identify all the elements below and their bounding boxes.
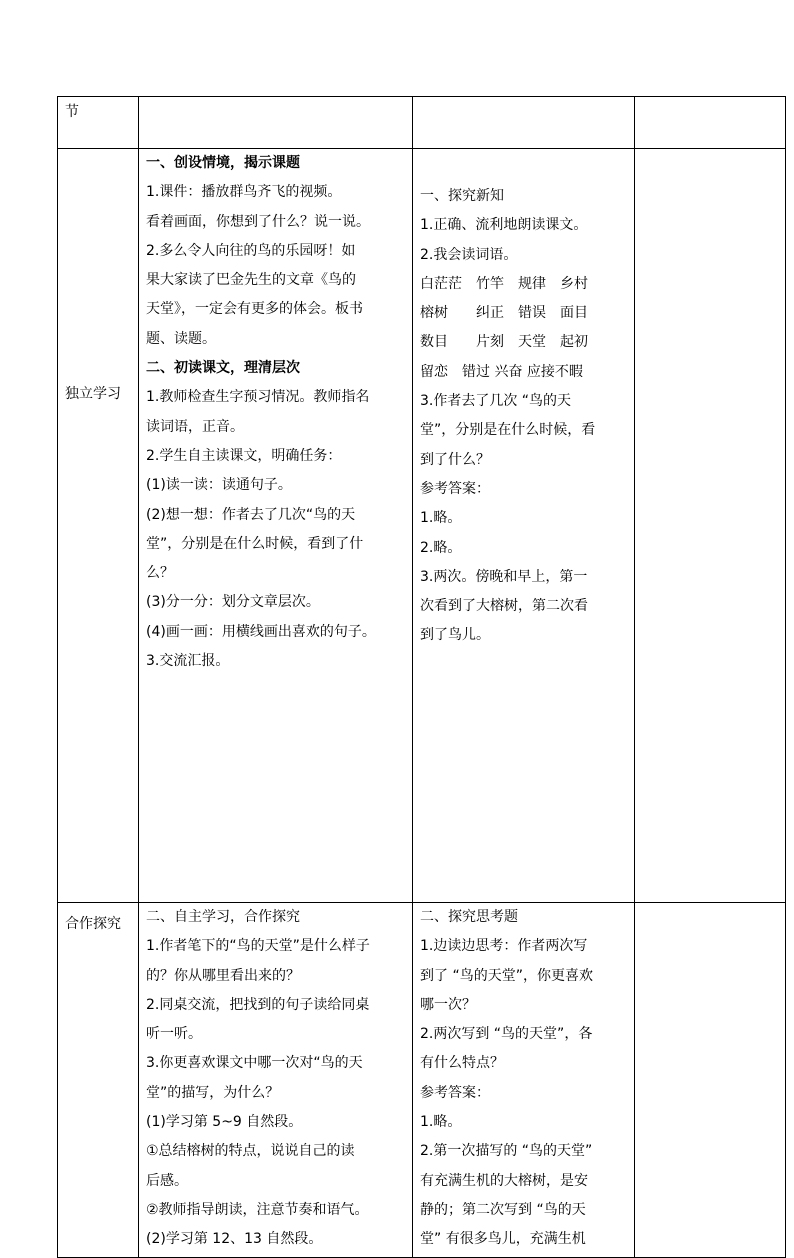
activity-line: 么？ [146, 565, 174, 582]
activity-line: 题、读题。 [146, 330, 216, 347]
exercise-line: 静的；第二次写到 “鸟的天 [420, 1201, 586, 1218]
activity-line: 堂”，分别是在什么时候，看到了什 [146, 535, 364, 552]
exercise-line: 1.略。 [420, 510, 462, 527]
section-label: 合作探究 [58, 903, 139, 1258]
exercise-line: 白茫茫 竹竿 规律 乡村 [420, 275, 588, 292]
activity-line: 后感。 [146, 1172, 188, 1189]
exercise-line: 2.第一次描写的 “鸟的天堂” [420, 1143, 593, 1160]
exercise-line: 1.略。 [420, 1114, 462, 1131]
notes-cell [635, 903, 786, 1258]
activity-line: 1.课件：播放群鸟齐飞的视频。 [146, 184, 342, 201]
section-label: 独立学习 [58, 149, 139, 903]
exercises-cell [413, 149, 635, 903]
activity-line: ②教师指导朗读，注意节奏和语气。 [146, 1201, 369, 1218]
activity-line: 的？你从哪里看出来的？ [146, 967, 300, 984]
activity-line: 果大家读了巴金先生的文章《鸟的 [146, 272, 356, 289]
activity-line: 3.你更喜欢课文中哪一次对“鸟的天 [146, 1055, 363, 1072]
exercise-line: 到了什么？ [420, 451, 490, 468]
activity-line: 1.作者笔下的“鸟的天堂”是什么样子 [146, 938, 370, 955]
exercise-line: 到了鸟儿。 [420, 627, 490, 644]
activity-heading: 二、自主学习，合作探究 [146, 909, 300, 925]
exercise-line: 3.作者去了几次 “鸟的天 [420, 393, 572, 410]
activity-heading: 一、创设情境，揭示课题 [146, 155, 300, 171]
activities-cell [139, 149, 413, 903]
activity-line: 堂”的描写，为什么？ [146, 1084, 280, 1101]
activity-line: 读词语，正音。 [146, 418, 244, 435]
exercise-line: 1.边读边思考：作者两次写 [420, 938, 588, 955]
activity-line: (2)想一想：作者去了几次“鸟的天 [146, 506, 356, 523]
exercise-line: 哪一次？ [420, 996, 476, 1013]
exercise-line: 留恋 错过 兴奋 应接不暇 [420, 363, 583, 380]
exercises-cell [413, 903, 635, 1258]
exercise-line: 参考答案： [420, 1084, 490, 1101]
activity-line: 2.同桌交流，把找到的句子读给同桌 [146, 996, 370, 1013]
activity-line: ①总结榕树的特点，说说自己的读 [146, 1143, 355, 1160]
activity-line: 3.交流汇报。 [146, 653, 230, 670]
activity-line: (3)分一分：划分文章层次。 [146, 594, 320, 611]
exercise-line: 有充满生机的大榕树，是安 [420, 1172, 588, 1189]
activity-heading: 二、初读课文，理清层次 [146, 360, 300, 377]
exercise-line: 2.略。 [420, 539, 462, 556]
notes-cell [635, 149, 786, 903]
activity-line: 2.多么令人向往的鸟的乐园呀！如 [146, 242, 356, 259]
activity-line: (1)学习第 5~9 自然段。 [146, 1114, 303, 1131]
exercise-line: 榕树 纠正 错误 面目 [420, 305, 588, 322]
activity-line: 2.学生自主读课文，明确任务： [146, 447, 342, 464]
activity-line: (1)读一读：读通句子。 [146, 477, 292, 494]
exercise-line: 2.我会读词语。 [420, 246, 518, 263]
activity-line: 1.教师检查生字预习情况。教师指名 [146, 389, 370, 406]
exercise-line: 堂”，分别是在什么时候，看 [420, 422, 596, 439]
exercise-line: 3.两次。傍晚和早上，第一 [420, 568, 588, 585]
activities-cell [139, 903, 413, 1258]
header-cell-section: 节 [58, 97, 139, 149]
exercise-line: 次看到了大榕树，第二次看 [420, 598, 588, 615]
exercise-line: 参考答案： [420, 480, 490, 497]
table-row [58, 903, 786, 1258]
table-header-row [58, 97, 786, 149]
activity-line: 听一听。 [146, 1026, 202, 1043]
exercise-line: 数目 片刻 天堂 起初 [420, 334, 588, 351]
exercise-line: 到了 “鸟的天堂”，你更喜欢 [420, 967, 593, 984]
exercise-line: 1.正确、流利地朗读课文。 [420, 217, 588, 234]
exercise-line: 堂” 有很多鸟儿，充满生机 [420, 1231, 586, 1248]
header-cell-notes [635, 97, 786, 149]
activity-line: (4)画一画：用横线画出喜欢的句子。 [146, 623, 376, 640]
header-cell-exercises [413, 97, 635, 149]
table-row [58, 149, 786, 903]
header-cell-activities [139, 97, 413, 149]
lesson-plan-table [57, 96, 786, 1258]
exercise-heading: 二、探究思考题 [420, 909, 518, 925]
exercise-line: 2.两次写到 “鸟的天堂”，各 [420, 1026, 593, 1043]
activity-line: 天堂》，一定会有更多的体会。板书 [146, 301, 363, 318]
activity-line: (2)学习第 12、13 自然段。 [146, 1231, 323, 1248]
activity-line: 看着画面，你想到了什么？说一说。 [146, 213, 370, 230]
exercise-heading: 一、探究新知 [420, 188, 504, 204]
exercise-line: 有什么特点？ [420, 1055, 504, 1072]
